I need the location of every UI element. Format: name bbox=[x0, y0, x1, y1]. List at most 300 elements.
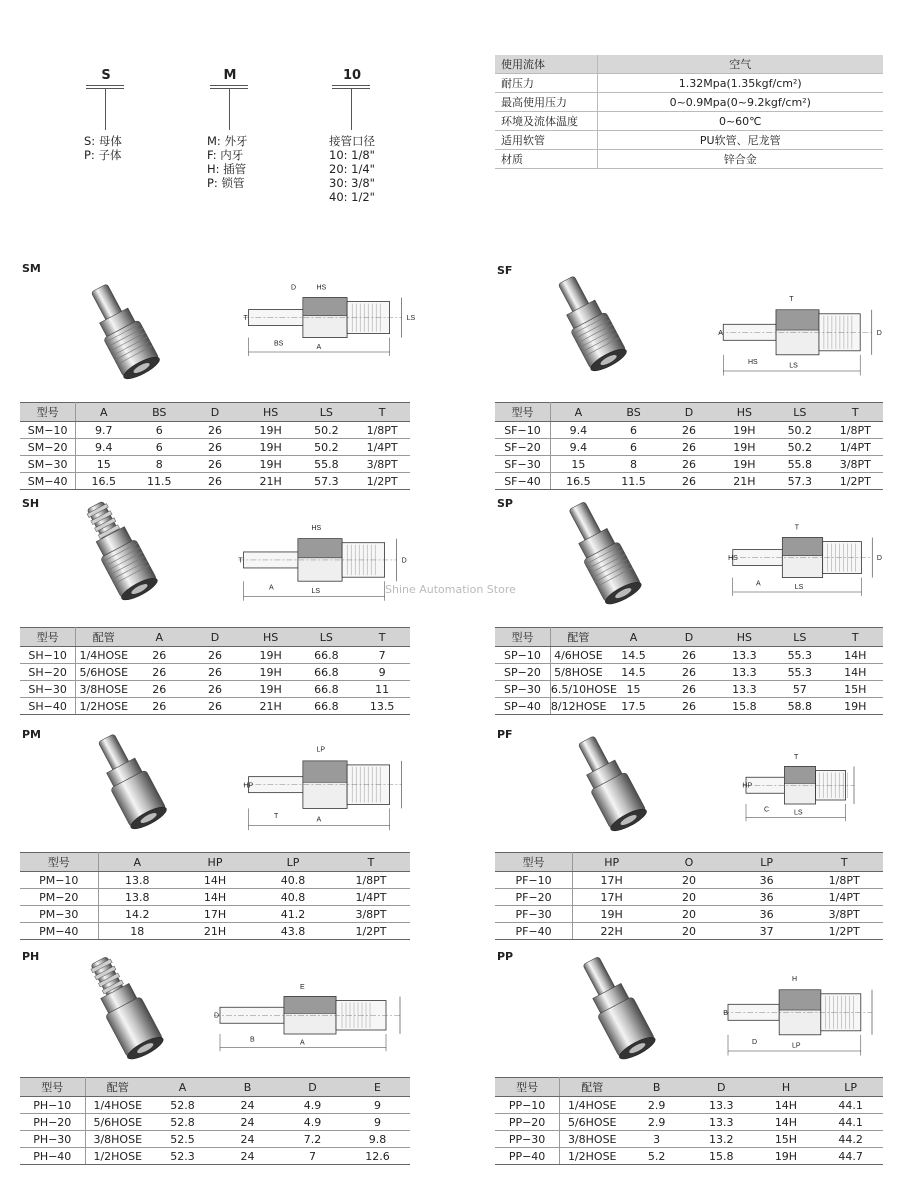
table-row bbox=[20, 906, 410, 923]
table-cell: 8/12HOSE bbox=[550, 699, 607, 713]
table-cell: 14.5 bbox=[606, 664, 661, 681]
column-header: E bbox=[345, 1078, 410, 1097]
table-cell: 26 bbox=[661, 698, 716, 715]
table-header-row bbox=[20, 403, 410, 422]
dimension-label: E bbox=[300, 984, 305, 991]
table-cell: 2.9 bbox=[624, 1097, 689, 1114]
column-header: T bbox=[354, 628, 410, 647]
table-cell: PF−20 bbox=[495, 889, 573, 906]
dimension-label: B bbox=[723, 1010, 728, 1017]
dimension-label: LS bbox=[311, 588, 321, 596]
table-cell: SF−30 bbox=[495, 456, 550, 473]
column-header: 型号 bbox=[495, 853, 573, 872]
spec-value: 锌合金 bbox=[597, 150, 883, 169]
column-header: D bbox=[661, 628, 716, 647]
table-cell: 26 bbox=[661, 681, 716, 698]
table-cell: 13.8 bbox=[98, 872, 176, 889]
column-header: T bbox=[828, 628, 883, 647]
table-cell: 66.8 bbox=[299, 698, 355, 715]
code-list-connection: M: 外牙 F: 内牙 H: 插管 P: 锁管 bbox=[207, 134, 248, 190]
table-cell: 1/8PT bbox=[354, 422, 410, 439]
column-header: HS bbox=[243, 628, 299, 647]
table-cell: 19H bbox=[717, 422, 772, 439]
table-cell: 5/8HOSE bbox=[550, 664, 605, 681]
table-cell: 1/2PT bbox=[828, 473, 883, 490]
table-cell: 36 bbox=[728, 872, 806, 889]
table-cell: 26 bbox=[187, 456, 243, 473]
table-row bbox=[20, 473, 410, 490]
table-cell: 1/4HOSE bbox=[76, 647, 132, 664]
table-header-row bbox=[495, 1078, 883, 1097]
section-drawing bbox=[243, 298, 401, 356]
table-cell: 7 bbox=[280, 1148, 345, 1165]
table-cell: 7 bbox=[354, 647, 410, 664]
dimension-table bbox=[20, 852, 410, 940]
table-header-row bbox=[20, 628, 410, 647]
spec-key: 环境及流体温度 bbox=[495, 112, 597, 131]
table-cell: 8 bbox=[606, 456, 661, 473]
table-cell: 19H bbox=[754, 1148, 819, 1165]
table-cell: 5/6HOSE bbox=[76, 664, 132, 681]
table-cell: 26 bbox=[187, 473, 243, 490]
dimension-label: A bbox=[718, 330, 723, 337]
code-head-series: S bbox=[101, 68, 111, 83]
table-cell: 6 bbox=[131, 422, 187, 439]
dimension-drawing bbox=[725, 520, 880, 600]
product-photo bbox=[70, 728, 190, 838]
table-row bbox=[20, 681, 410, 698]
column-header: B bbox=[215, 1078, 280, 1097]
fitting-illustration bbox=[81, 951, 166, 1063]
table-cell: 9.7 bbox=[76, 422, 132, 439]
dimension-label: A bbox=[756, 580, 761, 588]
dimension-label: D bbox=[752, 1038, 758, 1046]
table-cell: 4.9 bbox=[280, 1097, 345, 1114]
table-cell: 17.5 bbox=[606, 698, 661, 715]
table-cell: 15 bbox=[550, 456, 605, 473]
table-cell: 13.2 bbox=[689, 1131, 754, 1148]
table-cell: 66.8 bbox=[299, 664, 355, 681]
table-cell: 21H bbox=[243, 698, 299, 715]
spec-key: 耐压力 bbox=[495, 74, 597, 93]
spec-value: 空气 bbox=[597, 55, 883, 74]
spec-row bbox=[495, 131, 883, 150]
table-cell: 24 bbox=[215, 1097, 280, 1114]
column-header: D bbox=[187, 628, 243, 647]
dimension-drawing bbox=[720, 970, 880, 1060]
dimension-label: HP bbox=[742, 782, 753, 790]
table-cell: 13.8 bbox=[98, 889, 176, 906]
code-leader bbox=[351, 88, 352, 130]
table-row bbox=[495, 872, 883, 889]
code-head-size: 10 bbox=[342, 68, 362, 83]
table-cell: 52.3 bbox=[150, 1148, 215, 1165]
column-header: D bbox=[187, 403, 243, 422]
table-cell: 44.1 bbox=[818, 1097, 883, 1114]
product-title: SH bbox=[22, 497, 40, 510]
dimension-label: T bbox=[243, 315, 248, 322]
product-title: SM bbox=[22, 262, 41, 275]
code-underline bbox=[86, 85, 124, 86]
product-title: SF bbox=[497, 264, 513, 277]
table-row bbox=[495, 889, 883, 906]
fitting-illustration bbox=[568, 731, 649, 835]
table-cell: 14H bbox=[176, 889, 254, 906]
table-cell: 13.3 bbox=[689, 1114, 754, 1131]
table-cell: SM−20 bbox=[20, 439, 76, 456]
table-cell: 11.5 bbox=[131, 473, 187, 490]
code-leader bbox=[229, 88, 230, 130]
table-cell: 44.2 bbox=[818, 1131, 883, 1148]
table-cell: 1/8PT bbox=[828, 422, 883, 439]
table-cell: 6 bbox=[131, 439, 187, 456]
dimension-drawing bbox=[210, 980, 410, 1055]
table-cell: 3/8PT bbox=[805, 906, 883, 923]
spec-key: 适用软管 bbox=[495, 131, 597, 150]
dimension-label: LP bbox=[792, 1042, 801, 1050]
table-row bbox=[495, 906, 883, 923]
column-header: T bbox=[332, 853, 410, 872]
column-header: LP bbox=[728, 853, 806, 872]
table-row bbox=[495, 647, 883, 664]
dimension-label: LS bbox=[789, 362, 798, 370]
table-cell: 21H bbox=[717, 473, 772, 490]
table-cell: PH−10 bbox=[20, 1097, 85, 1114]
column-header: T bbox=[828, 403, 883, 422]
table-cell: 19H bbox=[243, 681, 299, 698]
table-header-row bbox=[495, 853, 883, 872]
table-cell: PP−30 bbox=[495, 1131, 560, 1148]
table-cell: 19H bbox=[717, 456, 772, 473]
product-photo bbox=[75, 495, 165, 610]
table-cell: 1/4PT bbox=[354, 439, 410, 456]
table-row bbox=[495, 1114, 883, 1131]
dimension-label: HS bbox=[316, 284, 327, 292]
product-title: SP bbox=[497, 497, 513, 510]
column-header: 配管 bbox=[550, 628, 605, 647]
table-cell: 9.4 bbox=[76, 439, 132, 456]
spec-key: 使用流体 bbox=[495, 55, 597, 74]
table-cell: SM−10 bbox=[20, 422, 76, 439]
dimension-label: D bbox=[291, 284, 297, 292]
table-cell: 50.2 bbox=[772, 439, 827, 456]
table-row bbox=[20, 889, 410, 906]
table-cell: 44.7 bbox=[818, 1148, 883, 1165]
table-cell: PH−40 bbox=[20, 1148, 85, 1165]
column-header: A bbox=[76, 403, 132, 422]
table-cell: 19H bbox=[243, 664, 299, 681]
spec-row bbox=[495, 93, 883, 112]
table-cell: SF−20 bbox=[495, 439, 550, 456]
table-cell: 3/8PT bbox=[828, 456, 883, 473]
column-header: LP bbox=[254, 853, 332, 872]
table-cell: PF−30 bbox=[495, 906, 573, 923]
dimension-label: A bbox=[316, 816, 322, 824]
column-header: 型号 bbox=[20, 403, 76, 422]
spec-value: 1.32Mpa(1.35kgf/cm²) bbox=[597, 74, 883, 93]
table-cell: 66.8 bbox=[299, 647, 355, 664]
column-header: 配管 bbox=[76, 628, 132, 647]
table-row bbox=[495, 439, 883, 456]
code-head-connection: M bbox=[223, 68, 237, 83]
column-header: A bbox=[98, 853, 176, 872]
column-header: 型号 bbox=[20, 628, 76, 647]
code-list-series: S: 母体 P: 子体 bbox=[84, 134, 122, 162]
column-header: H bbox=[754, 1078, 819, 1097]
table-cell: 17H bbox=[573, 889, 651, 906]
table-cell: 15.8 bbox=[689, 1148, 754, 1165]
table-cell: 16.5 bbox=[550, 473, 605, 490]
table-cell: 1/4PT bbox=[332, 889, 410, 906]
column-header: HS bbox=[243, 403, 299, 422]
code-underline bbox=[332, 85, 370, 86]
table-cell: 58.8 bbox=[772, 698, 827, 715]
dimension-table bbox=[20, 402, 410, 490]
table-cell: 6 bbox=[606, 439, 661, 456]
table-cell: SF−40 bbox=[495, 473, 550, 490]
dimension-drawing bbox=[715, 290, 880, 380]
dimension-label: D bbox=[401, 557, 407, 565]
table-cell: 15 bbox=[606, 681, 661, 698]
table-cell: 26 bbox=[187, 647, 243, 664]
table-cell: 50.2 bbox=[299, 422, 355, 439]
table-cell: 57.3 bbox=[772, 473, 827, 490]
table-row bbox=[495, 1148, 883, 1165]
table-cell: 55.3 bbox=[772, 664, 827, 681]
table-cell: 3/8HOSE bbox=[76, 681, 132, 698]
table-cell: 9 bbox=[345, 1097, 410, 1114]
table-cell: 13.3 bbox=[717, 664, 772, 681]
product-photo bbox=[548, 495, 658, 615]
table-cell: 1/4HOSE bbox=[560, 1097, 625, 1114]
table-cell: 57 bbox=[772, 681, 827, 698]
product-title: PH bbox=[22, 950, 40, 963]
table-cell: SP−20 bbox=[495, 664, 550, 681]
table-row bbox=[20, 1097, 410, 1114]
table-cell: 14H bbox=[754, 1097, 819, 1114]
dimension-label: A bbox=[269, 584, 274, 592]
table-cell: 26 bbox=[131, 681, 187, 698]
table-cell: 16.5 bbox=[76, 473, 132, 490]
spec-row bbox=[495, 74, 883, 93]
dimension-label: D bbox=[876, 330, 882, 337]
table-cell: SP−40 bbox=[495, 698, 550, 715]
fitting-illustration bbox=[548, 271, 629, 375]
table-cell: 24 bbox=[215, 1131, 280, 1148]
table-cell: 6.5/10HOSE bbox=[550, 682, 617, 696]
dimension-label: B bbox=[250, 1036, 255, 1044]
table-cell: 26 bbox=[187, 698, 243, 715]
table-cell: SM−40 bbox=[20, 473, 76, 490]
column-header: HS bbox=[717, 403, 772, 422]
table-cell: 1/2HOSE bbox=[76, 698, 132, 715]
dimension-label: T bbox=[274, 812, 279, 820]
table-cell: 19H bbox=[573, 906, 651, 923]
column-header: 型号 bbox=[20, 1078, 85, 1097]
table-cell: 1/4PT bbox=[805, 889, 883, 906]
table-cell: 9 bbox=[345, 1114, 410, 1131]
table-cell: 44.1 bbox=[818, 1114, 883, 1131]
table-cell: 19H bbox=[243, 439, 299, 456]
table-cell: 14.5 bbox=[606, 647, 661, 664]
table-row bbox=[20, 456, 410, 473]
table-row bbox=[495, 422, 883, 439]
spec-value: PU软管、尼龙管 bbox=[597, 131, 883, 150]
table-cell: PM−20 bbox=[20, 889, 98, 906]
table-cell: 21H bbox=[176, 923, 254, 940]
table-cell: 5/6HOSE bbox=[85, 1114, 150, 1131]
table-cell: 19H bbox=[243, 647, 299, 664]
product-title: PM bbox=[22, 728, 42, 741]
table-cell: 5/6HOSE bbox=[560, 1114, 625, 1131]
column-header: A bbox=[550, 403, 605, 422]
table-cell: 3 bbox=[624, 1131, 689, 1148]
dimension-table bbox=[495, 402, 883, 490]
dimension-drawing bbox=[235, 520, 405, 605]
table-cell: PP−40 bbox=[495, 1148, 560, 1165]
table-cell: 20 bbox=[650, 906, 728, 923]
table-cell: PM−40 bbox=[20, 923, 98, 940]
table-cell: PP−10 bbox=[495, 1097, 560, 1114]
spec-row bbox=[495, 150, 883, 169]
spec-header-row bbox=[495, 55, 883, 74]
table-row bbox=[495, 923, 883, 940]
dimension-label: HS bbox=[728, 555, 738, 562]
table-cell: 50.2 bbox=[772, 422, 827, 439]
table-cell: PH−20 bbox=[20, 1114, 85, 1131]
column-header: LP bbox=[818, 1078, 883, 1097]
table-row bbox=[495, 1131, 883, 1148]
column-header: 型号 bbox=[495, 1078, 560, 1097]
table-cell: SH−10 bbox=[20, 647, 76, 664]
code-list-size: 接管口径 10: 1/8" 20: 1/4" 30: 3/8" 40: 1/2" bbox=[329, 134, 375, 204]
dimension-drawing bbox=[740, 750, 860, 825]
table-cell: 1/4PT bbox=[828, 439, 883, 456]
table-cell: 17H bbox=[573, 872, 651, 889]
table-cell: 55.3 bbox=[772, 647, 827, 664]
dimension-drawing bbox=[240, 280, 416, 360]
table-cell: 57.3 bbox=[299, 473, 355, 490]
table-cell: 20 bbox=[650, 872, 728, 889]
column-header: T bbox=[805, 853, 883, 872]
product-photo bbox=[545, 270, 635, 380]
table-cell: 26 bbox=[187, 439, 243, 456]
table-row bbox=[495, 664, 883, 681]
table-cell: 3/8PT bbox=[332, 906, 410, 923]
table-row bbox=[20, 872, 410, 889]
column-header: BS bbox=[131, 403, 187, 422]
table-cell: 26 bbox=[661, 664, 716, 681]
spec-row bbox=[495, 112, 883, 131]
column-header: 型号 bbox=[495, 628, 550, 647]
table-cell: 18 bbox=[98, 923, 176, 940]
table-cell: 26 bbox=[131, 664, 187, 681]
table-row bbox=[20, 422, 410, 439]
dimension-label: D bbox=[876, 555, 882, 562]
column-header: LS bbox=[772, 628, 827, 647]
table-cell: PP−20 bbox=[495, 1114, 560, 1131]
section-drawing bbox=[214, 997, 400, 1052]
table-cell: 1/8PT bbox=[332, 872, 410, 889]
product-photo bbox=[550, 730, 670, 840]
table-cell: SH−40 bbox=[20, 698, 76, 715]
table-cell: 40.8 bbox=[254, 889, 332, 906]
table-cell: 36 bbox=[728, 889, 806, 906]
table-header-row bbox=[495, 628, 883, 647]
table-row bbox=[20, 1114, 410, 1131]
table-cell: 19H bbox=[243, 422, 299, 439]
column-header: 配管 bbox=[560, 1078, 625, 1097]
spec-key: 材质 bbox=[495, 150, 597, 169]
spec-value: 0~60℃ bbox=[597, 112, 883, 131]
dimension-drawing bbox=[240, 740, 410, 835]
table-cell: 24 bbox=[215, 1114, 280, 1131]
section-drawing bbox=[243, 761, 401, 830]
fitting-illustration bbox=[81, 279, 162, 383]
table-cell: 66.8 bbox=[299, 681, 355, 698]
table-cell: 26 bbox=[131, 698, 187, 715]
spec-value: 0~0.9Mpa(0~9.2kgf/cm²) bbox=[597, 93, 883, 112]
fitting-illustration bbox=[559, 496, 644, 608]
table-row bbox=[495, 1097, 883, 1114]
table-cell: 15H bbox=[754, 1131, 819, 1148]
spec-key: 最高使用压力 bbox=[495, 93, 597, 112]
table-cell: 26 bbox=[661, 422, 716, 439]
column-header: LS bbox=[299, 403, 355, 422]
column-header: D bbox=[661, 403, 716, 422]
table-row bbox=[20, 647, 410, 664]
dimension-label: HP bbox=[243, 782, 254, 790]
dimension-label: C bbox=[764, 806, 770, 814]
table-cell: 13.3 bbox=[717, 681, 772, 698]
table-row bbox=[20, 1148, 410, 1165]
table-cell: 19H bbox=[243, 456, 299, 473]
dimension-label: T bbox=[238, 557, 243, 565]
watermark: Shine Automation Store bbox=[385, 583, 516, 596]
table-cell: 20 bbox=[650, 923, 728, 940]
table-cell: 36 bbox=[728, 906, 806, 923]
product-photo bbox=[562, 950, 672, 1070]
table-cell: 15H bbox=[828, 681, 883, 698]
table-cell: 1/4HOSE bbox=[85, 1097, 150, 1114]
table-cell: 9.4 bbox=[550, 439, 605, 456]
table-cell: 26 bbox=[661, 647, 716, 664]
dimension-label: T bbox=[789, 295, 794, 303]
table-cell: SM−30 bbox=[20, 456, 76, 473]
table-header-row bbox=[20, 853, 410, 872]
table-cell: PM−30 bbox=[20, 906, 98, 923]
table-row bbox=[20, 698, 410, 715]
dimension-table bbox=[495, 852, 883, 940]
table-cell: 1/2HOSE bbox=[85, 1148, 150, 1165]
table-cell: 9.4 bbox=[550, 422, 605, 439]
table-cell: 1/2PT bbox=[354, 473, 410, 490]
table-row bbox=[20, 1131, 410, 1148]
table-cell: 12.6 bbox=[345, 1148, 410, 1165]
table-cell: 24 bbox=[215, 1148, 280, 1165]
table-cell: SF−10 bbox=[495, 422, 550, 439]
table-cell: 13.5 bbox=[354, 698, 410, 715]
dimension-label: LS bbox=[794, 583, 804, 591]
table-cell: 3/8HOSE bbox=[85, 1131, 150, 1148]
code-underline bbox=[210, 85, 248, 86]
table-cell: 13.3 bbox=[689, 1097, 754, 1114]
table-cell: 52.8 bbox=[150, 1114, 215, 1131]
table-cell: 1/2PT bbox=[805, 923, 883, 940]
table-row bbox=[495, 698, 883, 715]
table-header-row bbox=[495, 403, 883, 422]
table-cell: 26 bbox=[187, 681, 243, 698]
